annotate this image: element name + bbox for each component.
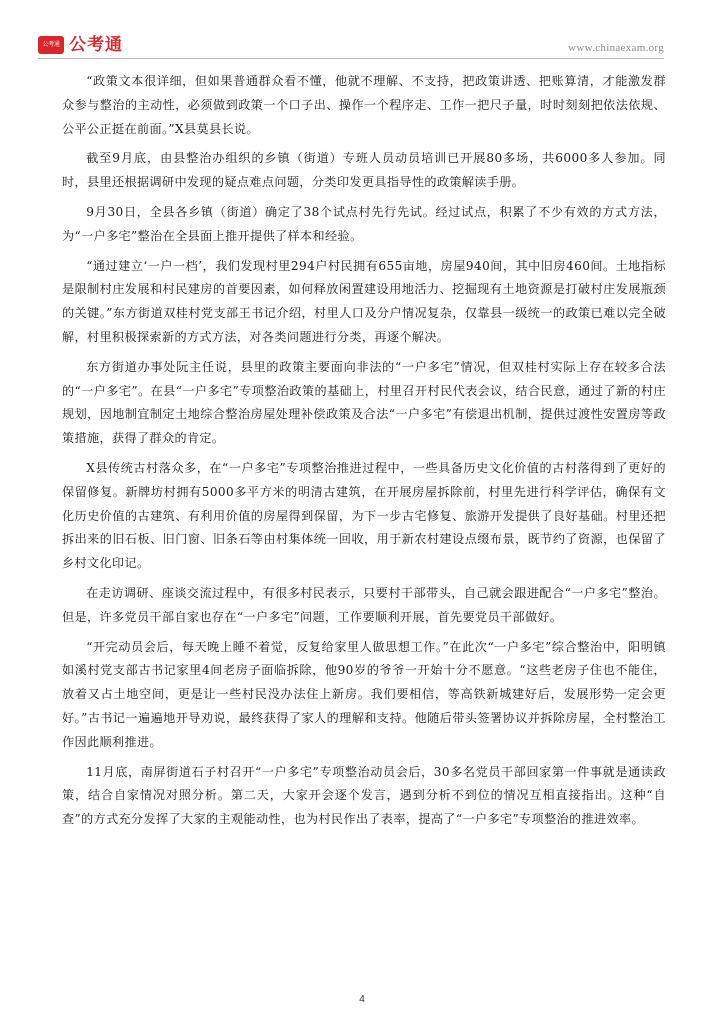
paragraph: X县传统古村落众多，在“一户多宅”专项整治推进过程中，一些具备历史文化价值的古村落得到了更好的保留修复。新牌坊村拥有5000多平方米的明清古建筑，在开展房屋拆除前，村里先进行科学评估，确保有文化历史价值的古建筑、有利用价值的房屋得到保留，为下一步古宅修复、旅游开发提供了良好基础。村里还把拆出来的旧石板、旧门窗、旧条石等由村集体统一回收，用于新农村建设点缀布景，既节约了资源，也保留了乡村文化印记。 — [62, 460, 666, 571]
site-url-link[interactable]: www.chinaexam.org — [568, 42, 664, 54]
paragraph: 在走访调研、座谈交流过程中，有很多村民表示，只要村干部带头，自己就会跟进配合“一户多宅”整治。但是，许多党员干部自家也存在“一户多宅”问题，工作要顺利开展，首先要党员干部做好。 — [62, 585, 666, 624]
page-header — [38, 34, 664, 60]
header-divider — [38, 58, 664, 59]
document-body — [62, 70, 666, 838]
site-logo[interactable] — [38, 34, 123, 56]
paragraph: “开完动员会后，每天晚上睡不着觉，反复给家里人做思想工作。”在此次“一户多宅”综合整治中，阳明镇如溪村党支部古书记家里4间老房子面临拆除，他90岁的爷爷一开始十分不愿意。“这些老房子住也不能住，放着又占土地空间，更是让一些村民没办法住上新房。我们要相信，等高铁新城建好后，发展形势一定会更好。”古书记一遍遍地开导劝说，最终获得了家人的理解和支持。他随后带头签署协议并拆除房屋，全村整治工作因此顺利推进。 — [62, 639, 666, 749]
logo-text: 公考通 — [69, 35, 123, 55]
paragraph: 9月30日，全县各乡镇（街道）确定了38个试点村先行先试。经过试点，积累了不少有效的方式方法，为“一户多宅”整治在全县面上推开提供了样本和经验。 — [62, 204, 666, 243]
page-number: 4 — [359, 994, 365, 1005]
logo-badge-icon: 公考通 — [38, 36, 64, 54]
paragraph: 东方街道办事处阮主任说，县里的政策主要面向非法的“一户多宅”情况，但双桂村实际上存在较多合法的“一户多宅”。在县“一户多宅”专项整治政策的基础上，村里召开村民代表会议，结合民意，通过了新的村庄规划，因地制宜制定土地综合整治房屋处理补偿政策及合法“一户多宅”有偿退出机制，提供过渡性安置房等政策措施，获得了群众的肯定。 — [62, 359, 666, 446]
paragraph: 截至9月底，由县整治办组织的乡镇（街道）专班人员动员培训已开展80多场，共6000多人参加。同时，县里还根据调研中发现的疑点难点问题，分类印发更具指导性的政策解读手册。 — [62, 151, 666, 190]
paragraph: “政策文本很详细，但如果普通群众看不懂，他就不理解、不支持，把政策讲透、把账算清，才能激发群众参与整治的主动性，必须做到政策一个口子出、操作一个程序走、工作一把尺子量，时时刻刻把依法依规、公平公正挺在前面。”X县莫县长说。 — [62, 74, 666, 136]
paragraph: “通过建立‘一户一档’，我们发现村里294户村民拥有655亩地，房屋940间，其中旧房460间。土地指标是限制村庄发展和村民建房的首要因素，如何释放闲置建设用地活力、挖掘现有土地资源是打破村庄发展瓶颈的关键。”东方街道双桂村党支部王书记介绍，村里人口及分户情况复杂，仅靠县一级统一的政策已难以完全破解，村里积极探索新的方式方法，对各类问题进行分类，再逐个解决。 — [62, 258, 666, 344]
paragraph: 11月底，南屏街道石子村召开“一户多宅”专项整治动员会后，30多名党员干部回家第一件事就是通读政策，结合自家情况对照分析。第二天，大家开会逐个发言，遇到分析不到位的情况互相直接指出。这种“自查”的方式充分发挥了大家的主观能动性，也为村民作出了表率，提高了“一户多宅”专项整治的推进效率。 — [62, 764, 666, 827]
